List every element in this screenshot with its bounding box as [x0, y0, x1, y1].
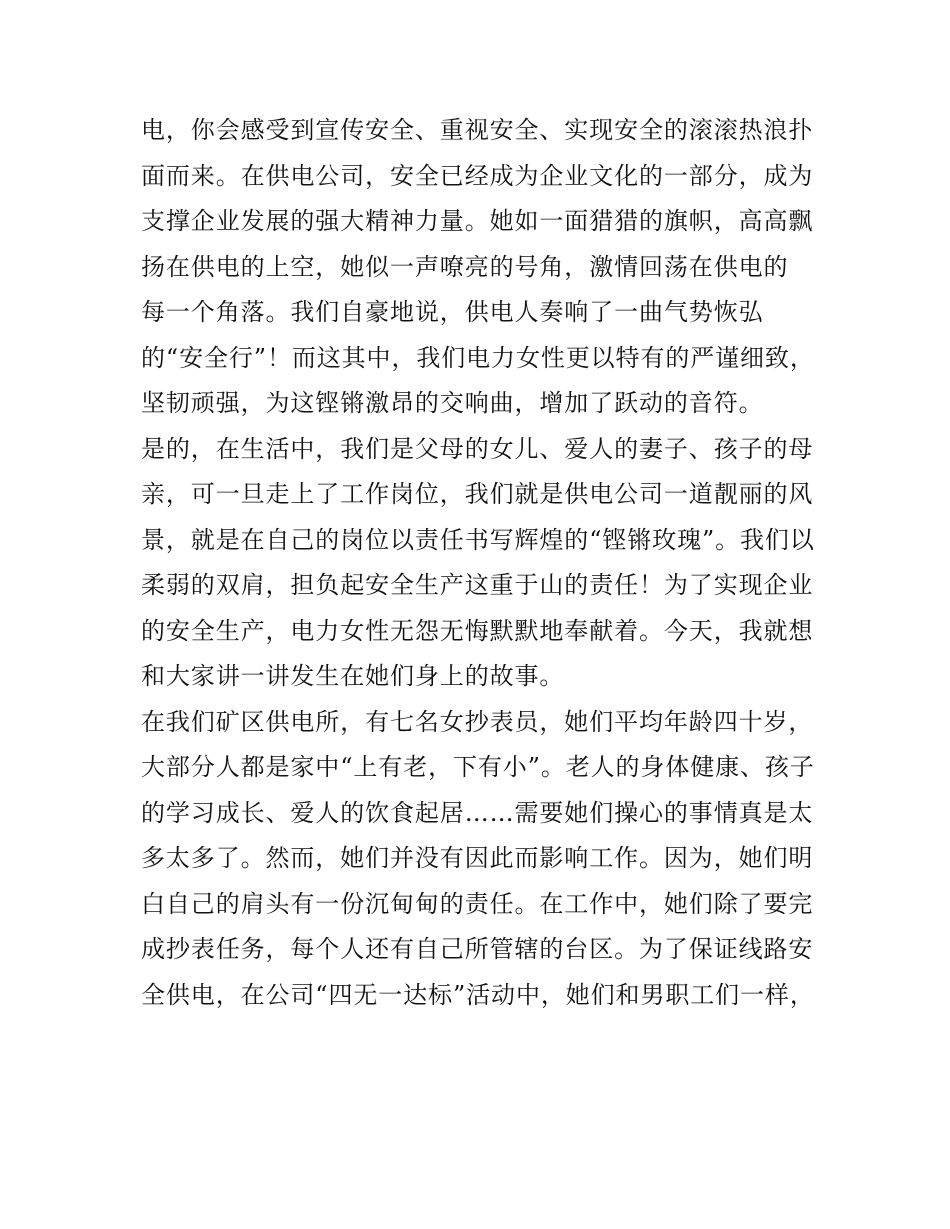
text-line: 在我们矿区供电所，有七名女抄表员，她们平均年龄四十岁，	[141, 707, 814, 736]
text-line: 的安全生产，电力女性无怨无悔默默地奉献着。今天，我就想	[141, 616, 814, 645]
text-line: 全供电，在公司“四无一达标”活动中，她们和男职工们一样，	[141, 980, 815, 1009]
text-line: 柔弱的双肩，担负起安全生产这重于山的责任！为了实现企业	[141, 571, 814, 599]
text-line: 的“安全行”！而这其中，我们电力女性更以特有的严谨细致，	[141, 343, 815, 372]
text-line: 支撑企业发展的强大精神力量。她如一面猎猎的旗帜，高高飘	[141, 207, 814, 235]
text-line: 的学习成长、爱人的饮食起居……需要她们操心的事情真是太	[141, 798, 814, 827]
text-line: 景，就是在自己的岗位以责任书写辉煌的“铿锵玫瑰”。我们以	[141, 525, 815, 554]
text-line: 亲，可一旦走上了工作岗位，我们就是供电公司一道靓丽的风	[141, 480, 814, 508]
text-line: 是的，在生活中，我们是父母的女儿、爱人的妻子、孩子的母	[141, 434, 814, 463]
text-line: 坚韧顽强，为这铿锵激昂的交响曲，增加了跃动的音符。	[141, 389, 764, 417]
text-line: 白自己的肩头有一份沉甸甸的责任。在工作中，她们除了要完	[141, 889, 814, 918]
text-line: 成抄表任务，每个人还有自己所管辖的台区。为了保证线路安	[141, 935, 814, 963]
text-line: 多太多了。然而，她们并没有因此而影响工作。因为，她们明	[141, 844, 814, 872]
text-line: 面而来。在供电公司，安全已经成为企业文化的一部分，成为	[141, 161, 814, 190]
text-line: 大部分人都是家中“上有老，下有小”。老人的身体健康、孩子	[141, 753, 815, 781]
text-line: 每一个角落。我们自豪地说，供电人奏响了一曲气势恢弘	[141, 298, 764, 326]
text-line: 和大家讲一讲发生在她们身上的故事。	[141, 662, 565, 690]
body-text	[141, 108, 821, 1018]
text-line: 电，你会感受到宣传安全、重视安全、实现安全的滚滚热浪扑	[141, 116, 814, 144]
text-line: 扬在供电的上空，她似一声嘹亮的号角，激情回荡在供电的	[141, 252, 789, 281]
